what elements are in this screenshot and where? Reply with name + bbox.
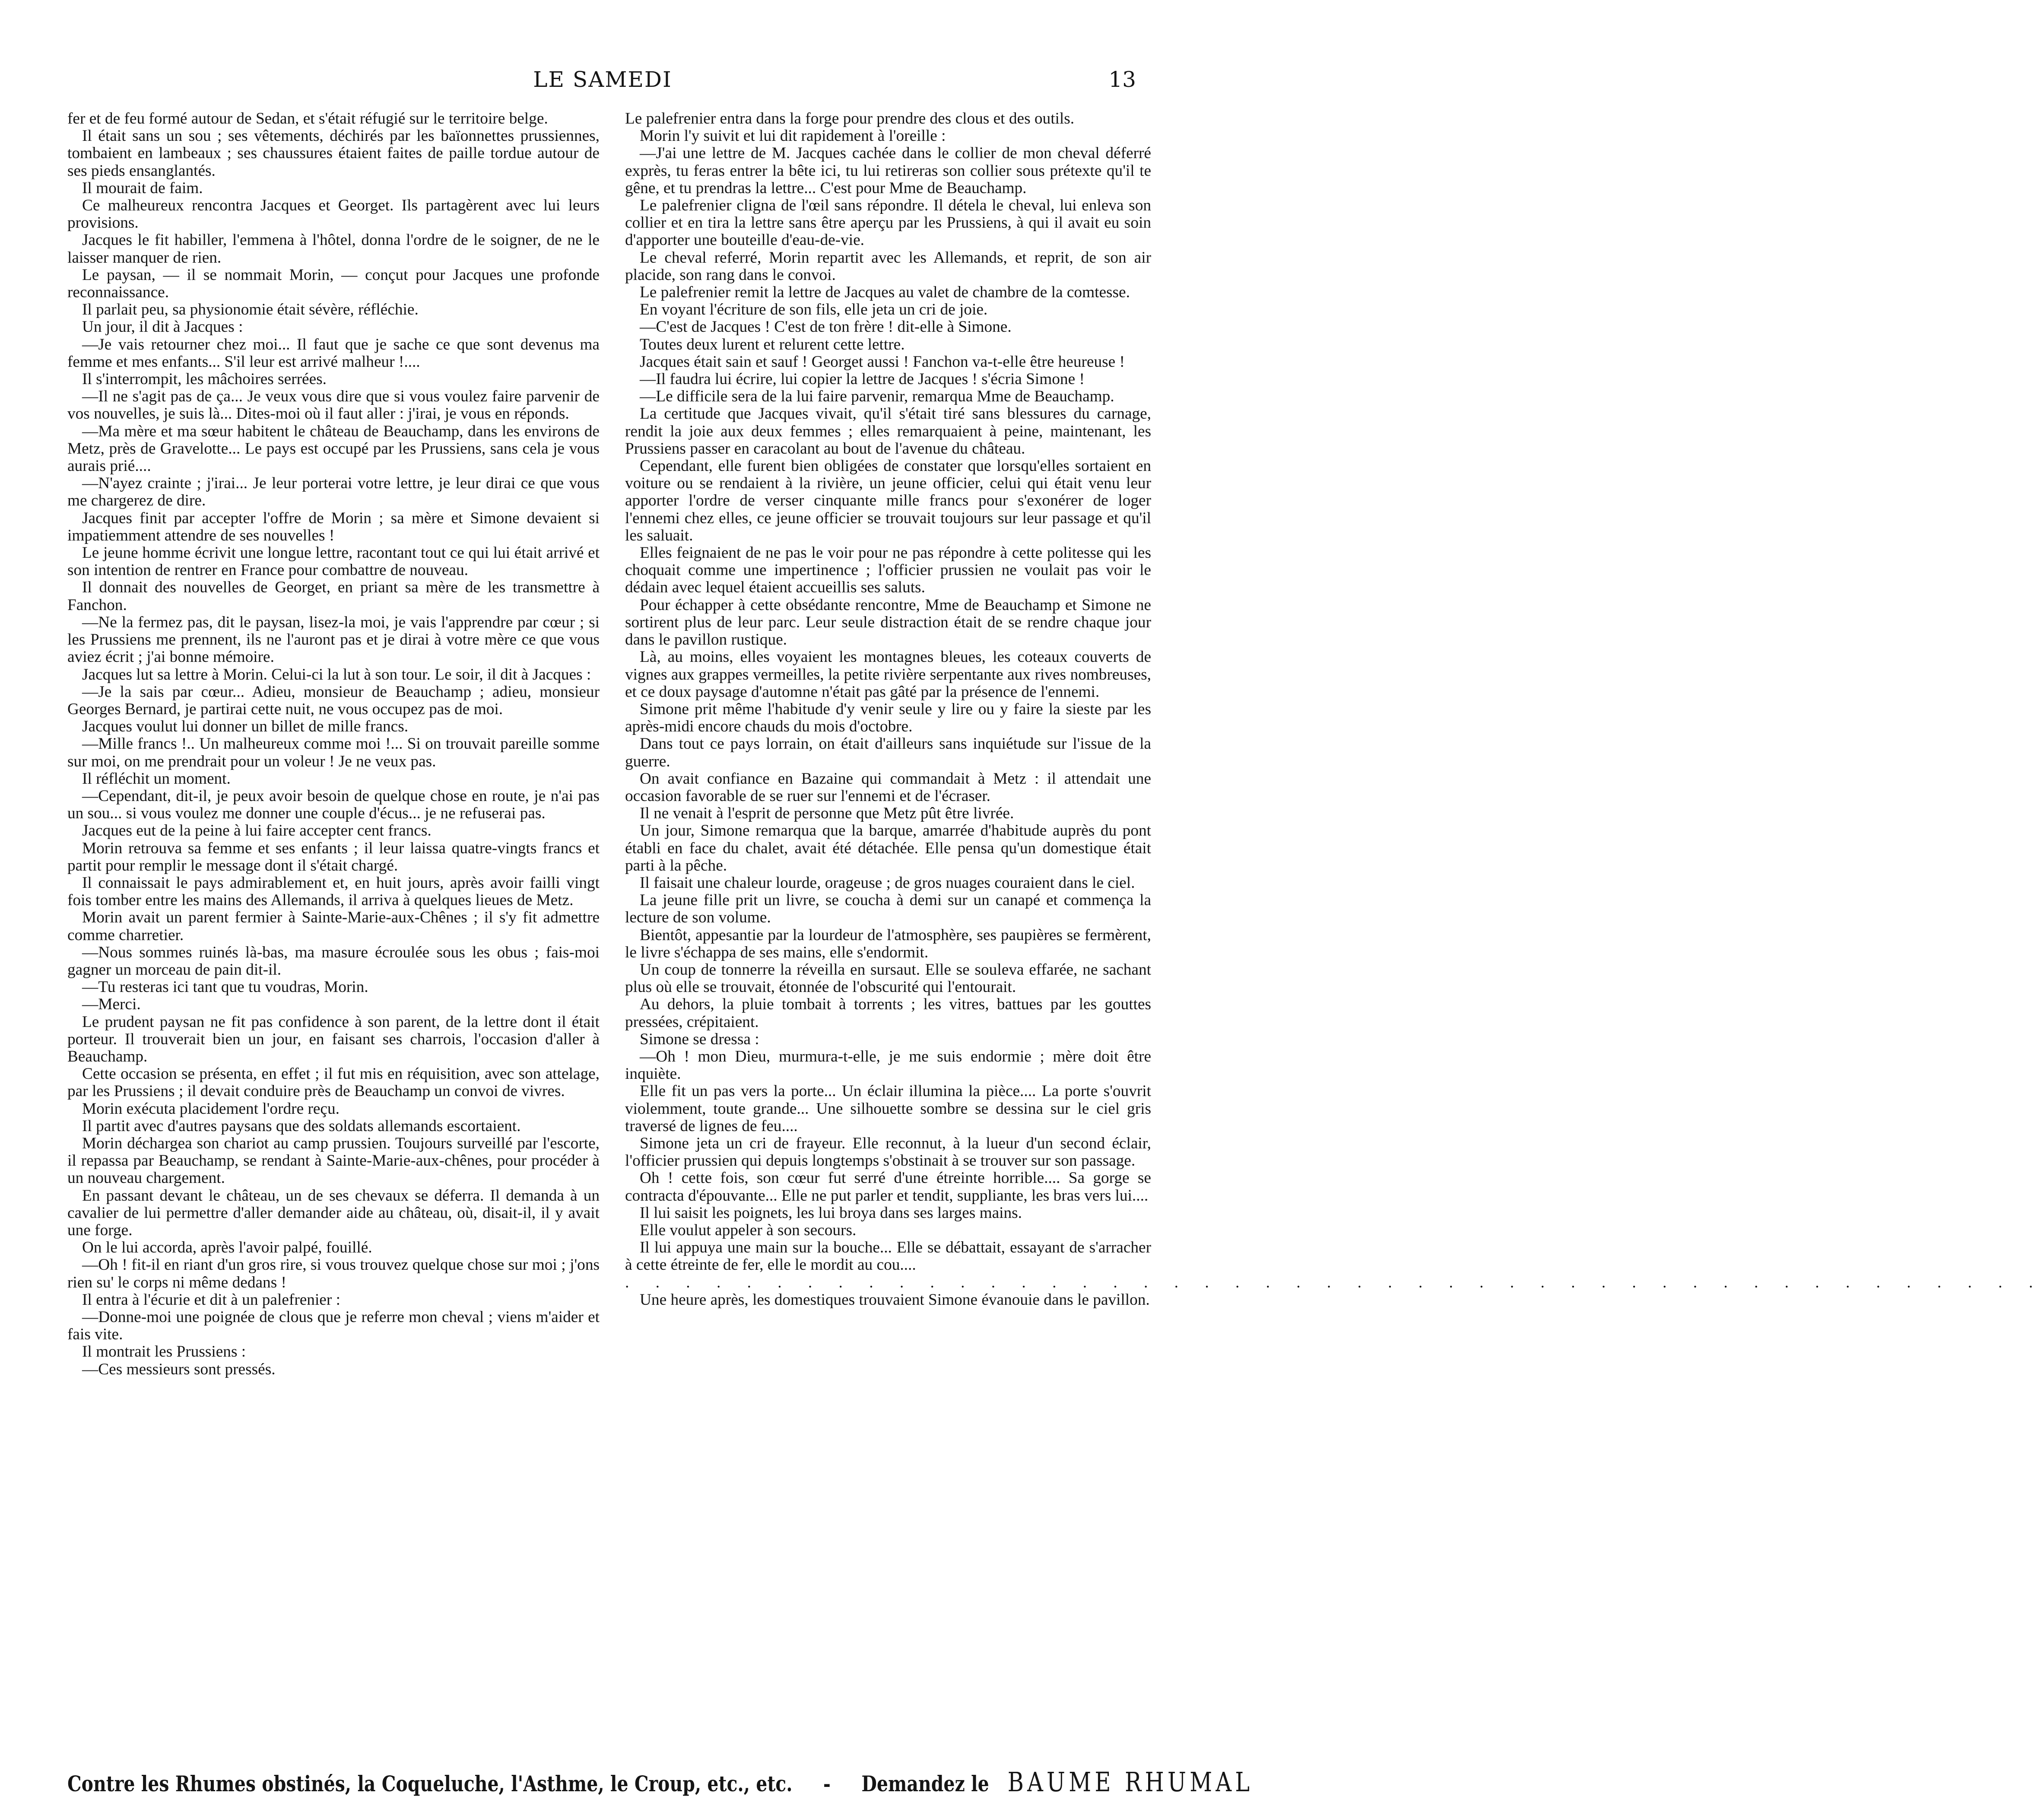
paragraph: Le prudent paysan ne fit pas confidence à son parent, de la lettre dont il était porteur. Il trouverait bien un jour, en faisant ses charrois, l'occasion d'aller à Beauchamp. bbox=[67, 1013, 600, 1065]
paragraph: Jacques le fit habiller, l'emmena à l'hôtel, donna l'ordre de le soigner, de ne le laisser manquer de rien. bbox=[67, 231, 600, 267]
paragraph: Jacques était sain et sauf ! Georget aussi ! Fanchon va-t-elle être heureuse ! bbox=[640, 353, 1125, 371]
paragraph: Il mourait de faim. bbox=[82, 179, 203, 197]
paragraph: Morin retrouva sa femme et ses enfants ; il leur laissa quatre-vingts francs et partit pour remplir le message dont il s'était chargé. bbox=[67, 839, 600, 874]
paragraph: Il lui appuya une main sur la bouche... Elle se débattait, essayant de s'arracher à cette étreinte de fer, elle le mordit au cou.... bbox=[625, 1239, 1151, 1274]
paragraph: En passant devant le château, un de ses chevaux se déferra. Il demanda à un cavalier de lui permettre d'aller demander aide au château, où, disait-il, il y avait une forge. bbox=[67, 1186, 600, 1239]
paragraph: —Je vais retourner chez moi... Il faut que je sache ce que sont devenus ma femme et mes enfants... S'il leur est arrivé malheur !.... bbox=[67, 335, 600, 371]
paragraph: Un jour, Simone remarqua que la barque, amarrée d'habitude auprès du pont établi en face du chalet, avait été détachée. Elle pensa qu'un domestique était parti à la pêche. bbox=[625, 822, 1151, 874]
paragraph: Au dehors, la pluie tombait à torrents ; les vitres, battues par les gouttes pressées, crépitaient. bbox=[625, 995, 1151, 1031]
paragraph: Simone se dressa : bbox=[640, 1030, 759, 1048]
paragraph: Un jour, il dit à Jacques : bbox=[82, 318, 243, 336]
paragraph: —N'ayez crainte ; j'irai... Je leur porterai votre lettre, je leur dirai ce que vous me chargerez de dire. bbox=[67, 474, 600, 510]
journal-title: LE SAMEDI bbox=[533, 67, 672, 92]
paragraph: Il partit avec d'autres paysans que des soldats allemands escortaient. bbox=[82, 1117, 521, 1135]
advertisement-banner bbox=[67, 1763, 1254, 1802]
paragraph: Un coup de tonnerre la réveilla en sursaut. Elle se souleva effarée, ne sachant plus où elle se trouvait, étonnée de l'obscurité qui l'entourait. bbox=[625, 960, 1151, 996]
paragraph: Le cheval referré, Morin repartit avec les Allemands, et reprit, de son air placide, son rang dans le convoi. bbox=[625, 248, 1151, 284]
page-number: 13 bbox=[1108, 67, 1136, 92]
paragraph: Il s'interrompit, les mâchoires serrées. bbox=[82, 370, 327, 388]
paragraph: —Ces messieurs sont pressés. bbox=[82, 1360, 276, 1378]
paragraph: Elle voulut appeler à son secours. bbox=[640, 1221, 857, 1239]
paragraph: Morin exécuta placidement l'ordre reçu. bbox=[82, 1100, 340, 1118]
paragraph: Il connaissait le pays admirablement et, en huit jours, après avoir failli vingt fois tomber entre les mains des Allemands, il arriva à quelques lieues de Metz. bbox=[67, 874, 600, 909]
ad-dash: - bbox=[823, 1771, 831, 1796]
paragraph: Il parlait peu, sa physionomie était sévère, réfléchie. bbox=[82, 301, 419, 319]
paragraph: Simone jeta un cri de frayeur. Elle reconnut, à la lueur d'un second éclair, l'officier prussien qui depuis longtemps s'obstinait à se trouver sur son passage. bbox=[625, 1134, 1151, 1170]
paragraph: Il donnait des nouvelles de Georget, en priant sa mère de les transmettre à Fanchon. bbox=[67, 579, 600, 614]
paragraph: Morin avait un parent fermier à Sainte-Marie-aux-Chênes ; il s'y fit admettre comme charretier. bbox=[67, 909, 600, 944]
section-separator: . . . . . . . . . . . . . . . . . . . . . . . . . . . . . . . . . . . . . . . . . . . . . . . bbox=[625, 1273, 2044, 1291]
paragraph: Jacques voulut lui donner un billet de mille francs. bbox=[82, 718, 409, 736]
paragraph: —Mille francs !.. Un malheureux comme moi !... Si on trouvait pareille somme sur moi, on me prendrait pour un voleur ! Je ne veux pas. bbox=[67, 735, 600, 770]
paragraph: On avait confiance en Bazaine qui commandait à Metz : il attendait une occasion favorable de se ruer sur l'ennemi et de l'écraser. bbox=[625, 769, 1151, 805]
paragraph: Il montrait les Prussiens : bbox=[82, 1343, 246, 1361]
paragraph: —Donne-moi une poignée de clous que je referre mon cheval ; viens m'aider et fais vite. bbox=[67, 1308, 600, 1344]
paragraph: Le jeune homme écrivit une longue lettre, racontant tout ce qui lui était arrivé et son intention de rentrer en France pour combattre de nouveau. bbox=[67, 544, 600, 579]
ad-text: Contre les Rhumes obstinés, la Coqueluche, l'Asthme, le Croup, etc., etc. bbox=[67, 1771, 793, 1796]
paragraph: Jacques lut sa lettre à Morin. Celui-ci la lut à son tour. Le soir, il dit à Jacques : bbox=[82, 665, 591, 683]
paragraph: Là, au moins, elles voyaient les montagnes bleues, les coteaux couverts de vignes aux grappes vermeilles, la petite rivière serpentante aux rives nombreuses, et ce doux paysage d'automne n'était pas gâté par la présence de l'ennemi. bbox=[625, 648, 1151, 701]
paragraph: Il était sans un sou ; ses vêtements, déchirés par les baïonnettes prussiennes, tombaient en lambeaux ; ses chaussures étaient faites de paille tordue autour de ses pieds ensanglantés. bbox=[67, 127, 600, 180]
paragraph: —Nous sommes ruinés là-bas, ma masure écroulée sous les obus ; fais-moi gagner un morceau de pain dit-il. bbox=[67, 943, 600, 979]
paragraph: —Merci. bbox=[82, 995, 141, 1014]
paragraph: —Ma mère et ma sœur habitent le château de Beauchamp, dans les environs de Metz, près de Gravelotte... Le pays est occupé par les Prussiens, sans cela je vous aurais prié.... bbox=[67, 422, 600, 475]
left-column bbox=[67, 110, 600, 1722]
paragraph: Ce malheureux rencontra Jacques et Georget. Ils partagèrent avec lui leurs provisions. bbox=[67, 197, 600, 232]
paragraph: Il réfléchit un moment. bbox=[82, 769, 231, 788]
right-column bbox=[625, 110, 2044, 1722]
paragraph: En voyant l'écriture de son fils, elle jeta un cri de joie. bbox=[640, 301, 988, 319]
paragraph: Dans tout ce pays lorrain, on était d'ailleurs sans inquiétude sur l'issue de la guerre. bbox=[625, 735, 1151, 770]
paragraph: Elles feignaient de ne pas le voir pour ne pas répondre à cette politesse qui les choquait comme une impertinence ; l'officier prussien ne voulait pas voir le dédain avec lequel étaient accueillis ses saluts. bbox=[625, 544, 1151, 597]
paragraph: Elle fit un pas vers la porte... Un éclair illumina la pièce.... La porte s'ouvrit violemment, toute grande... Une silhouette sombre se dessina sur le ciel gris traversé de lignes de feu.... bbox=[625, 1082, 1151, 1135]
paragraph: Jacques finit par accepter l'offre de Morin ; sa mère et Simone devaient si impatiemment attendre de ses nouvelles ! bbox=[67, 509, 600, 544]
paragraph: Il entra à l'écurie et dit à un palefrenier : bbox=[82, 1291, 340, 1309]
page-header bbox=[69, 58, 1136, 102]
paragraph: —Je la sais par cœur... Adieu, monsieur de Beauchamp ; adieu, monsieur Georges Bernard, je partirai cette nuit, ne vous occupez pas de moi. bbox=[67, 683, 600, 718]
paragraph: Le palefrenier entra dans la forge pour prendre des clous et des outils. bbox=[625, 110, 1075, 127]
paragraph: Le paysan, — il se nommait Morin, — conçut pour Jacques une profonde reconnaissance. bbox=[67, 266, 600, 302]
paragraph: Il ne venait à l'esprit de personne que Metz pût être livrée. bbox=[640, 804, 1014, 823]
paragraph: —Le difficile sera de la lui faire parvenir, remarqua Mme de Beauchamp. bbox=[640, 388, 1114, 406]
paragraph: Oh ! cette fois, son cœur fut serré d'une étreinte horrible.... Sa gorge se contracta d'épouvante... Elle ne put parler et tendit, suppliante, les bras vers lui.... bbox=[625, 1169, 1151, 1205]
paragraph: Il faisait une chaleur lourde, orageuse ; de gros nuages couraient dans le ciel. bbox=[640, 874, 1135, 892]
paragraph: —Il ne s'agit pas de ça... Je veux vous dire que si vous voulez faire parvenir de vos nouvelles, je suis là... Dites-moi où il faut aller : j'irai, je vous en réponds. bbox=[67, 388, 600, 423]
paragraph: Morin l'y suivit et lui dit rapidement à l'oreille : bbox=[640, 127, 946, 145]
paragraph: Une heure après, les domestiques trouvaient Simone évanouie dans le pavillon. bbox=[640, 1291, 1150, 1309]
paragraph: La certitude que Jacques vivait, qu'il s'était tiré sans blessures du carnage, rendit la joie aux deux femmes ; elles remarquaient à peine, maintenant, les Prussiens passer en caracolant au bout de l'avenue du château. bbox=[625, 405, 1151, 458]
ad-call: Demandez le bbox=[861, 1771, 989, 1796]
paragraph: Simone prit même l'habitude d'y venir seule y lire ou y faire la sieste par les après-midi encore chauds du mois d'octobre. bbox=[625, 700, 1151, 736]
paragraph: —C'est de Jacques ! C'est de ton frère ! dit-elle à Simone. bbox=[640, 318, 1012, 336]
paragraph: —Oh ! mon Dieu, murmura-t-elle, je me suis endormie ; mère doit être inquiète. bbox=[625, 1047, 1151, 1083]
paragraph: —Oh ! fit-il en riant d'un gros rire, si vous trouvez quelque chose sur moi ; j'ons rien su' le corps ni même dedans ! bbox=[67, 1256, 600, 1291]
paragraph: —Il faudra lui écrire, lui copier la lettre de Jacques ! s'écria Simone ! bbox=[640, 370, 1085, 388]
paragraph: Pour échapper à cette obsédante rencontre, Mme de Beauchamp et Simone ne sortirent plus de leur parc. Leur seule distraction était de se rendre chaque jour dans le pavillon rustique. bbox=[625, 596, 1151, 649]
paragraph: La jeune fille prit un livre, se coucha à demi sur un canapé et commença la lecture de son volume. bbox=[625, 891, 1151, 927]
paragraph: On le lui accorda, après l'avoir palpé, fouillé. bbox=[82, 1239, 372, 1257]
paragraph: Jacques eut de la peine à lui faire accepter cent francs. bbox=[82, 822, 432, 840]
paragraph: Le palefrenier remit la lettre de Jacques au valet de chambre de la comtesse. bbox=[640, 283, 1130, 302]
paragraph: —Cependant, dit-il, je peux avoir besoin de quelque chose en route, je n'ai pas un sou... si vous voulez me donner une couple d'écus... je ne refuserai pas. bbox=[67, 787, 600, 823]
paragraph: Le palefrenier cligna de l'œil sans répondre. Il détela le cheval, lui enleva son collier et en tira la lettre sans être aperçu par les Prussiens, à qui il avait eu soin d'apporter une bouteille d'eau-de-vie. bbox=[625, 197, 1151, 249]
paragraph: —Ne la fermez pas, dit le paysan, lisez-la moi, je vais l'apprendre par cœur ; si les Prussiens me prennent, ils ne l'auront pas et je dirai à votre mère ce que vous aviez écrit ; j'ai bonne mémoire. bbox=[67, 613, 600, 666]
paragraph: Cette occasion se présenta, en effet ; il fut mis en réquisition, avec son attelage, par les Prussiens ; il devait conduire près de Beauchamp un convoi de vivres. bbox=[67, 1065, 600, 1100]
paragraph: Il lui saisit les poignets, les lui broya dans ses larges mains. bbox=[640, 1204, 1022, 1222]
paragraph: —Tu resteras ici tant que tu voudras, Morin. bbox=[82, 978, 368, 996]
paragraph: fer et de feu formé autour de Sedan, et s'était réfugié sur le territoire belge. bbox=[67, 110, 548, 127]
paragraph: Morin déchargea son chariot au camp prussien. Toujours surveillé par l'escorte, il repassa par Beauchamp, se rendant à Sainte-Marie-aux-chênes, pour procéder à un nouveau chargement. bbox=[67, 1134, 600, 1187]
paragraph: Bientôt, appesantie par la lourdeur de l'atmosphère, ses paupières se fermèrent, le livre s'échappa de ses mains, elle s'endormit. bbox=[625, 926, 1151, 961]
paragraph: —J'ai une lettre de M. Jacques cachée dans le collier de mon cheval déferré exprès, tu feras entrer la bête ici, tu lui retireras son collier sous prétexte qu'il te gêne, et tu prendras la lettre... C'est pour Mme de Beauchamp. bbox=[625, 144, 1151, 197]
ad-brand: BAUME RHUMAL bbox=[1007, 1766, 1254, 1798]
paragraph: Toutes deux lurent et relurent cette lettre. bbox=[640, 335, 905, 353]
paragraph: Cependant, elle furent bien obligées de constater que lorsqu'elles sortaient en voiture ou se rendaient à la rivière, un jeune officier, celui qui était venu leur apporter l'ordre de verser cinquante mille francs pour s'exonérer de loger l'ennemi chez elles, ce jeune officier se trouvait toujours sur leur passage et qu'il les saluait. bbox=[625, 457, 1151, 544]
